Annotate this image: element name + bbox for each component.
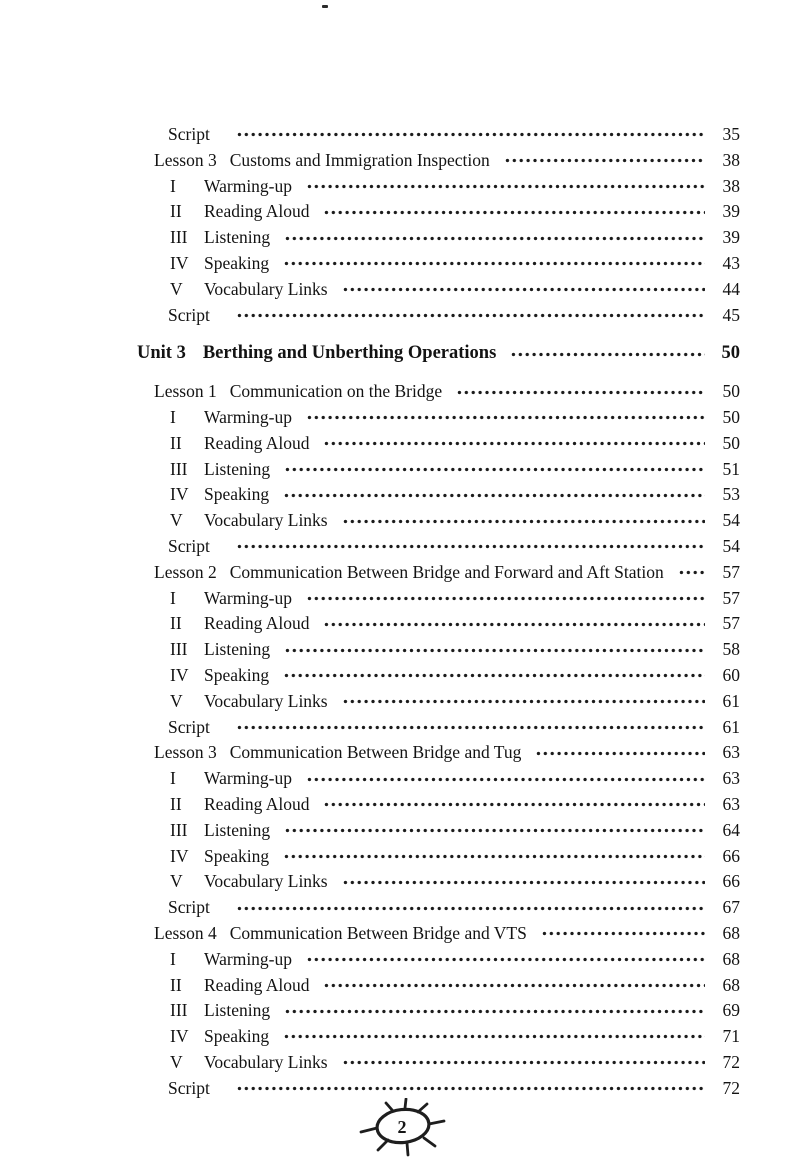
- toc-row-numeral: IV: [170, 664, 189, 685]
- toc-row-item: [137, 586, 740, 612]
- toc-row-prefix: Lesson 3: [154, 742, 217, 763]
- toc-row-title: Warming-up: [204, 948, 293, 969]
- toc-row-page-number: 64: [722, 819, 740, 840]
- toc-row-page-number: 67: [722, 897, 740, 918]
- dot-leader-decoration: [283, 1027, 705, 1046]
- toc-row-numeral: V: [170, 871, 183, 892]
- toc-row-numeral: I: [170, 948, 176, 969]
- toc-row-title: Script: [168, 897, 210, 918]
- toc-row-item: [137, 818, 740, 844]
- dot-leader-decoration: [236, 537, 705, 556]
- toc-row-numeral: V: [170, 278, 183, 299]
- toc-row-item: [137, 277, 740, 303]
- dot-leader-decoration: [283, 254, 705, 273]
- dot-leader-decoration: [535, 744, 705, 763]
- dot-leader-decoration: [541, 924, 705, 943]
- toc-row-item: [137, 508, 740, 534]
- dot-leader-decoration: [283, 847, 705, 866]
- dot-leader-decoration: [323, 795, 705, 814]
- toc-row-page-number: 35: [722, 124, 740, 144]
- toc-row-page-number: 63: [722, 742, 740, 763]
- dot-leader-decoration: [236, 306, 705, 325]
- dot-leader-decoration: [678, 563, 705, 582]
- toc-row-page-number: 50: [722, 381, 740, 402]
- toc-row-item: [137, 482, 740, 508]
- dot-leader-decoration: [306, 177, 705, 196]
- dot-leader-decoration: [306, 950, 705, 969]
- toc-row-lesson: [137, 921, 740, 947]
- toc-row-page-number: 43: [722, 252, 740, 273]
- toc-row-item: [137, 1050, 740, 1076]
- toc-row-page-number: 58: [722, 639, 740, 660]
- dot-leader-decoration: [283, 666, 705, 685]
- toc-row-numeral: IV: [170, 1026, 189, 1047]
- toc-row-numeral: II: [170, 793, 182, 814]
- toc-row-item: [137, 947, 740, 973]
- dot-leader-decoration: [236, 125, 705, 144]
- toc-row-page-number: 61: [722, 690, 740, 711]
- toc-row-title: Vocabulary Links: [204, 510, 328, 531]
- toc-row-page-number: 68: [722, 974, 740, 995]
- dot-leader-decoration: [456, 383, 705, 402]
- toc-row-item: [137, 869, 740, 895]
- toc-row-title: Warming-up: [204, 406, 293, 427]
- toc-row-numeral: V: [170, 690, 183, 711]
- toc-row-title: Communication on the Bridge: [229, 381, 443, 402]
- dot-leader-decoration: [342, 280, 705, 299]
- toc-row-numeral: III: [170, 227, 188, 248]
- dot-leader-decoration: [323, 615, 705, 634]
- toc-row-page-number: 71: [722, 1026, 740, 1047]
- toc-row-item: [137, 792, 740, 818]
- toc-row-numeral: I: [170, 175, 176, 196]
- sun-wheel-icon: [352, 1098, 452, 1160]
- toc-row-page-number: 72: [722, 1051, 740, 1072]
- toc-row-numeral: II: [170, 201, 182, 222]
- page-number: 2: [397, 1117, 407, 1137]
- toc-row-title: Warming-up: [204, 175, 293, 196]
- toc-row-title: Vocabulary Links: [204, 1051, 328, 1072]
- dot-leader-decoration: [323, 976, 705, 995]
- toc-row-title: Script: [168, 535, 210, 556]
- toc-row-page-number: 63: [722, 793, 740, 814]
- toc-row-script: [137, 122, 740, 148]
- toc-row-item: [137, 225, 740, 251]
- toc-row-page-number: 38: [722, 175, 740, 196]
- toc-row-numeral: V: [170, 1051, 183, 1072]
- scan-speck: [322, 5, 328, 8]
- toc-row-prefix: Lesson 4: [154, 922, 217, 943]
- toc-row-page-number: 54: [722, 510, 740, 531]
- toc-row-title: Script: [168, 304, 210, 325]
- toc-row-lesson: [137, 560, 740, 586]
- toc-row-title: Berthing and Unberthing Operations: [202, 343, 497, 364]
- dot-leader-decoration: [284, 821, 705, 840]
- toc-row-title: Vocabulary Links: [204, 871, 328, 892]
- toc-row-title: Reading Aloud: [204, 432, 310, 453]
- toc-row-title: Script: [168, 1077, 210, 1098]
- dot-leader-decoration: [284, 229, 705, 248]
- toc-row-numeral: III: [170, 1000, 188, 1021]
- dot-leader-decoration: [306, 770, 705, 789]
- dot-leader-decoration: [342, 692, 705, 711]
- dot-leader-decoration: [236, 718, 705, 737]
- toc-row-title: Script: [168, 716, 210, 737]
- toc-row-item: [137, 663, 740, 689]
- toc-row-page-number: 53: [722, 484, 740, 505]
- page-number-ornament: [352, 1098, 452, 1160]
- toc-row-title: Vocabulary Links: [204, 278, 328, 299]
- toc-row-numeral: IV: [170, 252, 189, 273]
- toc-row-item: [137, 251, 740, 277]
- toc-row-script: [137, 895, 740, 921]
- toc-row-item: [137, 1024, 740, 1050]
- toc-row-page-number: 61: [722, 716, 740, 737]
- toc-row-title: Reading Aloud: [204, 201, 310, 222]
- toc-row-title: Communication Between Bridge and VTS: [229, 922, 527, 943]
- toc-row-page-number: 50: [721, 343, 740, 364]
- toc-row-numeral: II: [170, 613, 182, 634]
- toc-row-page-number: 54: [722, 535, 740, 556]
- toc-row-lesson: [137, 379, 740, 405]
- dot-leader-decoration: [504, 151, 705, 170]
- toc-row-script: [137, 534, 740, 560]
- toc-row-lesson: [137, 740, 740, 766]
- toc-row-item: [137, 405, 740, 431]
- toc-row-page-number: 68: [722, 922, 740, 943]
- toc-row-item: [137, 174, 740, 200]
- toc-row-item: [137, 431, 740, 457]
- toc-row-lesson: [137, 148, 740, 174]
- toc-row-page-number: 50: [722, 406, 740, 427]
- dot-leader-decoration: [306, 589, 705, 608]
- toc-row-title: Reading Aloud: [204, 613, 310, 634]
- toc-row-numeral: III: [170, 639, 188, 660]
- toc-row-script: [137, 715, 740, 741]
- toc-row-numeral: I: [170, 587, 176, 608]
- toc-row-page-number: 60: [722, 664, 740, 685]
- toc-row-item: [137, 766, 740, 792]
- toc-row-page-number: 51: [722, 458, 740, 479]
- dot-leader-decoration: [283, 486, 705, 505]
- toc-row-title: Listening: [204, 819, 271, 840]
- dot-leader-decoration: [323, 434, 705, 453]
- toc-row-item: [137, 199, 740, 225]
- toc-row-numeral: V: [170, 510, 183, 531]
- toc-row-item: [137, 844, 740, 870]
- dot-leader-decoration: [236, 899, 705, 918]
- dot-leader-decoration: [342, 1053, 705, 1072]
- toc-row-prefix: Unit 3: [137, 343, 186, 364]
- toc-row-page-number: 38: [722, 149, 740, 170]
- dot-leader-decoration: [510, 345, 705, 364]
- dot-leader-decoration: [284, 1002, 705, 1021]
- toc-row-title: Script: [168, 124, 210, 144]
- toc-row-page-number: 50: [722, 432, 740, 453]
- toc-row-title: Listening: [204, 639, 271, 660]
- toc-row-title: Communication Between Bridge and Tug: [229, 742, 522, 763]
- toc-row-prefix: Lesson 1: [154, 381, 217, 402]
- toc-row-unit: [137, 341, 740, 367]
- toc-row-page-number: 57: [722, 561, 740, 582]
- toc-row-title: Listening: [204, 458, 271, 479]
- dot-leader-decoration: [306, 408, 705, 427]
- toc-row-title: Speaking: [204, 484, 270, 505]
- toc-row-numeral: III: [170, 458, 188, 479]
- toc-row-title: Customs and Immigration Inspection: [229, 149, 490, 170]
- toc-row-title: Listening: [204, 1000, 271, 1021]
- toc-row-page-number: 63: [722, 768, 740, 789]
- dot-leader-decoration: [342, 512, 705, 531]
- toc-row-numeral: I: [170, 768, 176, 789]
- dot-leader-decoration: [284, 460, 705, 479]
- toc-row-page-number: 66: [722, 845, 740, 866]
- toc-row-page-number: 39: [722, 227, 740, 248]
- toc-row-title: Warming-up: [204, 587, 293, 608]
- toc-row-numeral: II: [170, 432, 182, 453]
- toc-row-title: Vocabulary Links: [204, 690, 328, 711]
- toc-row-title: Reading Aloud: [204, 974, 310, 995]
- toc-row-prefix: Lesson 2: [154, 561, 217, 582]
- toc-row-item: [137, 457, 740, 483]
- toc-row-item: [137, 689, 740, 715]
- toc-row-numeral: III: [170, 819, 188, 840]
- toc-row-page-number: 68: [722, 948, 740, 969]
- toc-row-numeral: IV: [170, 845, 189, 866]
- toc-row-title: Warming-up: [204, 768, 293, 789]
- toc-row-title: Communication Between Bridge and Forward and Aft Station: [229, 561, 664, 582]
- toc-row-prefix: Lesson 3: [154, 149, 217, 170]
- dot-leader-decoration: [342, 873, 705, 892]
- toc-row-item: [137, 973, 740, 999]
- toc-row-numeral: I: [170, 406, 176, 427]
- toc-row-item: [137, 637, 740, 663]
- toc-row-numeral: II: [170, 974, 182, 995]
- toc-row-page-number: 69: [722, 1000, 740, 1021]
- toc-row-title: Listening: [204, 227, 271, 248]
- dot-leader-decoration: [236, 1079, 705, 1098]
- toc-row-page-number: 45: [722, 304, 740, 325]
- toc-row-page-number: 57: [722, 587, 740, 608]
- toc-row-title: Speaking: [204, 252, 270, 273]
- dot-leader-decoration: [323, 203, 705, 222]
- toc-row-script: [137, 303, 740, 329]
- toc-row-title: Speaking: [204, 664, 270, 685]
- toc-row-page-number: 44: [722, 278, 740, 299]
- toc-row-title: Speaking: [204, 1026, 270, 1047]
- toc-row-item: [137, 998, 740, 1024]
- toc-row-item: [137, 611, 740, 637]
- dot-leader-decoration: [284, 641, 705, 660]
- toc-row-page-number: 57: [722, 613, 740, 634]
- toc-row-title: Reading Aloud: [204, 793, 310, 814]
- toc-row-title: Speaking: [204, 845, 270, 866]
- table-of-contents: [137, 122, 740, 1101]
- toc-row-page-number: 66: [722, 871, 740, 892]
- toc-row-page-number: 72: [722, 1077, 740, 1098]
- toc-row-numeral: IV: [170, 484, 189, 505]
- toc-row-page-number: 39: [722, 201, 740, 222]
